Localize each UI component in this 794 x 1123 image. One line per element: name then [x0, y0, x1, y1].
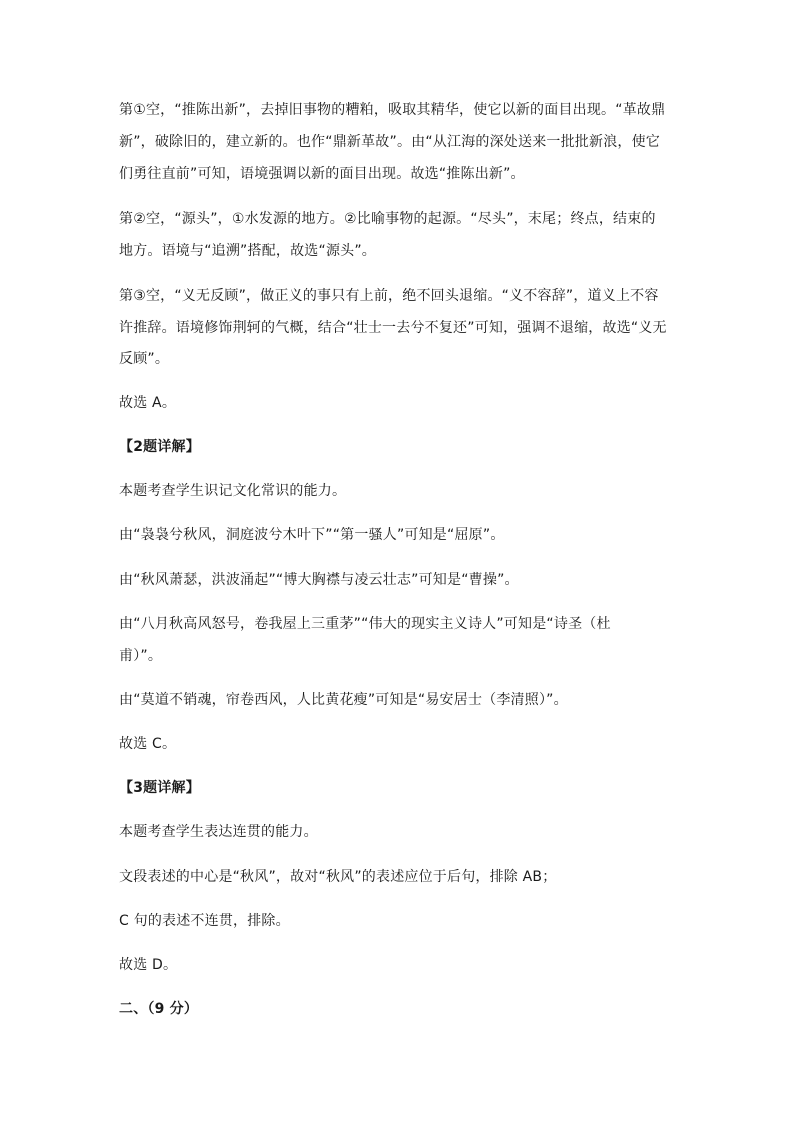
paragraph-line: 们勇往直前”可知，语境强调以新的面目出现。故选“推陈出新”。 — [119, 166, 525, 182]
section-heading: 【2题详解】 — [119, 439, 200, 455]
answer-line: 故选 C。 — [119, 736, 177, 752]
paragraph-line: 第③空，“义无反顾”，做正义的事只有上前，绝不回头退缩。“义不容辞”，道义上不容 — [119, 288, 659, 304]
paragraph-line: 由“秋风萧瑟，洪波涌起”“博大胸襟与凌云壮志”可知是“曹操”。 — [119, 572, 519, 588]
paragraph-line: 本题考查学生识记文化常识的能力。 — [119, 483, 347, 499]
answer-line: 故选 A。 — [119, 395, 177, 411]
paragraph-line: 本题考查学生表达连贯的能力。 — [119, 824, 318, 840]
paragraph-line: 反顾”。 — [119, 351, 170, 367]
paragraph-line: C 句的表述不连贯，排除。 — [119, 913, 290, 929]
section-heading: 二、（9 分） — [119, 1001, 199, 1017]
section-heading: 【3题详解】 — [119, 780, 200, 796]
paragraph-line: 新”，破除旧的，建立新的。也作“鼎新革故”。由“从江海的深处送来一批批新浪，使它 — [119, 134, 661, 150]
paragraph-line: 第①空，“推陈出新”，去掉旧事物的糟粕，吸取其精华，使它以新的面目出现。“革故鼎 — [119, 102, 666, 118]
paragraph-line: 文段表述的中心是“秋风”，故对“秋风”的表述应位于后句，排除 AB； — [119, 869, 557, 885]
answer-line: 故选 D。 — [119, 957, 178, 973]
paragraph-line: 第②空，“源头”，①水发源的地方。②比喻事物的起源。“尽头”，末尾；终点，结束的 — [119, 211, 656, 227]
paragraph-line: 甫）”。 — [119, 648, 163, 664]
paragraph-line: 由“八月秋高风怒号，卷我屋上三重茅”“伟大的现实主义诗人”可知是“诗圣（杜 — [119, 616, 611, 632]
paragraph-line: 地方。语境与“追溯”搭配，故选“源头”。 — [119, 243, 377, 259]
paragraph-line: 许推辞。语境修饰荆轲的气概，结合“壮士一去兮不复还”可知，强调不退缩，故选“义无 — [119, 320, 667, 336]
paragraph-line: 由“袅袅兮秋风，洞庭波兮木叶下”“第一骚人”可知是“屈原”。 — [119, 527, 505, 543]
paragraph-line: 由“莫道不销魂，帘卷西风，人比黄花瘦”可知是“易安居士（李清照）”。 — [119, 692, 568, 708]
